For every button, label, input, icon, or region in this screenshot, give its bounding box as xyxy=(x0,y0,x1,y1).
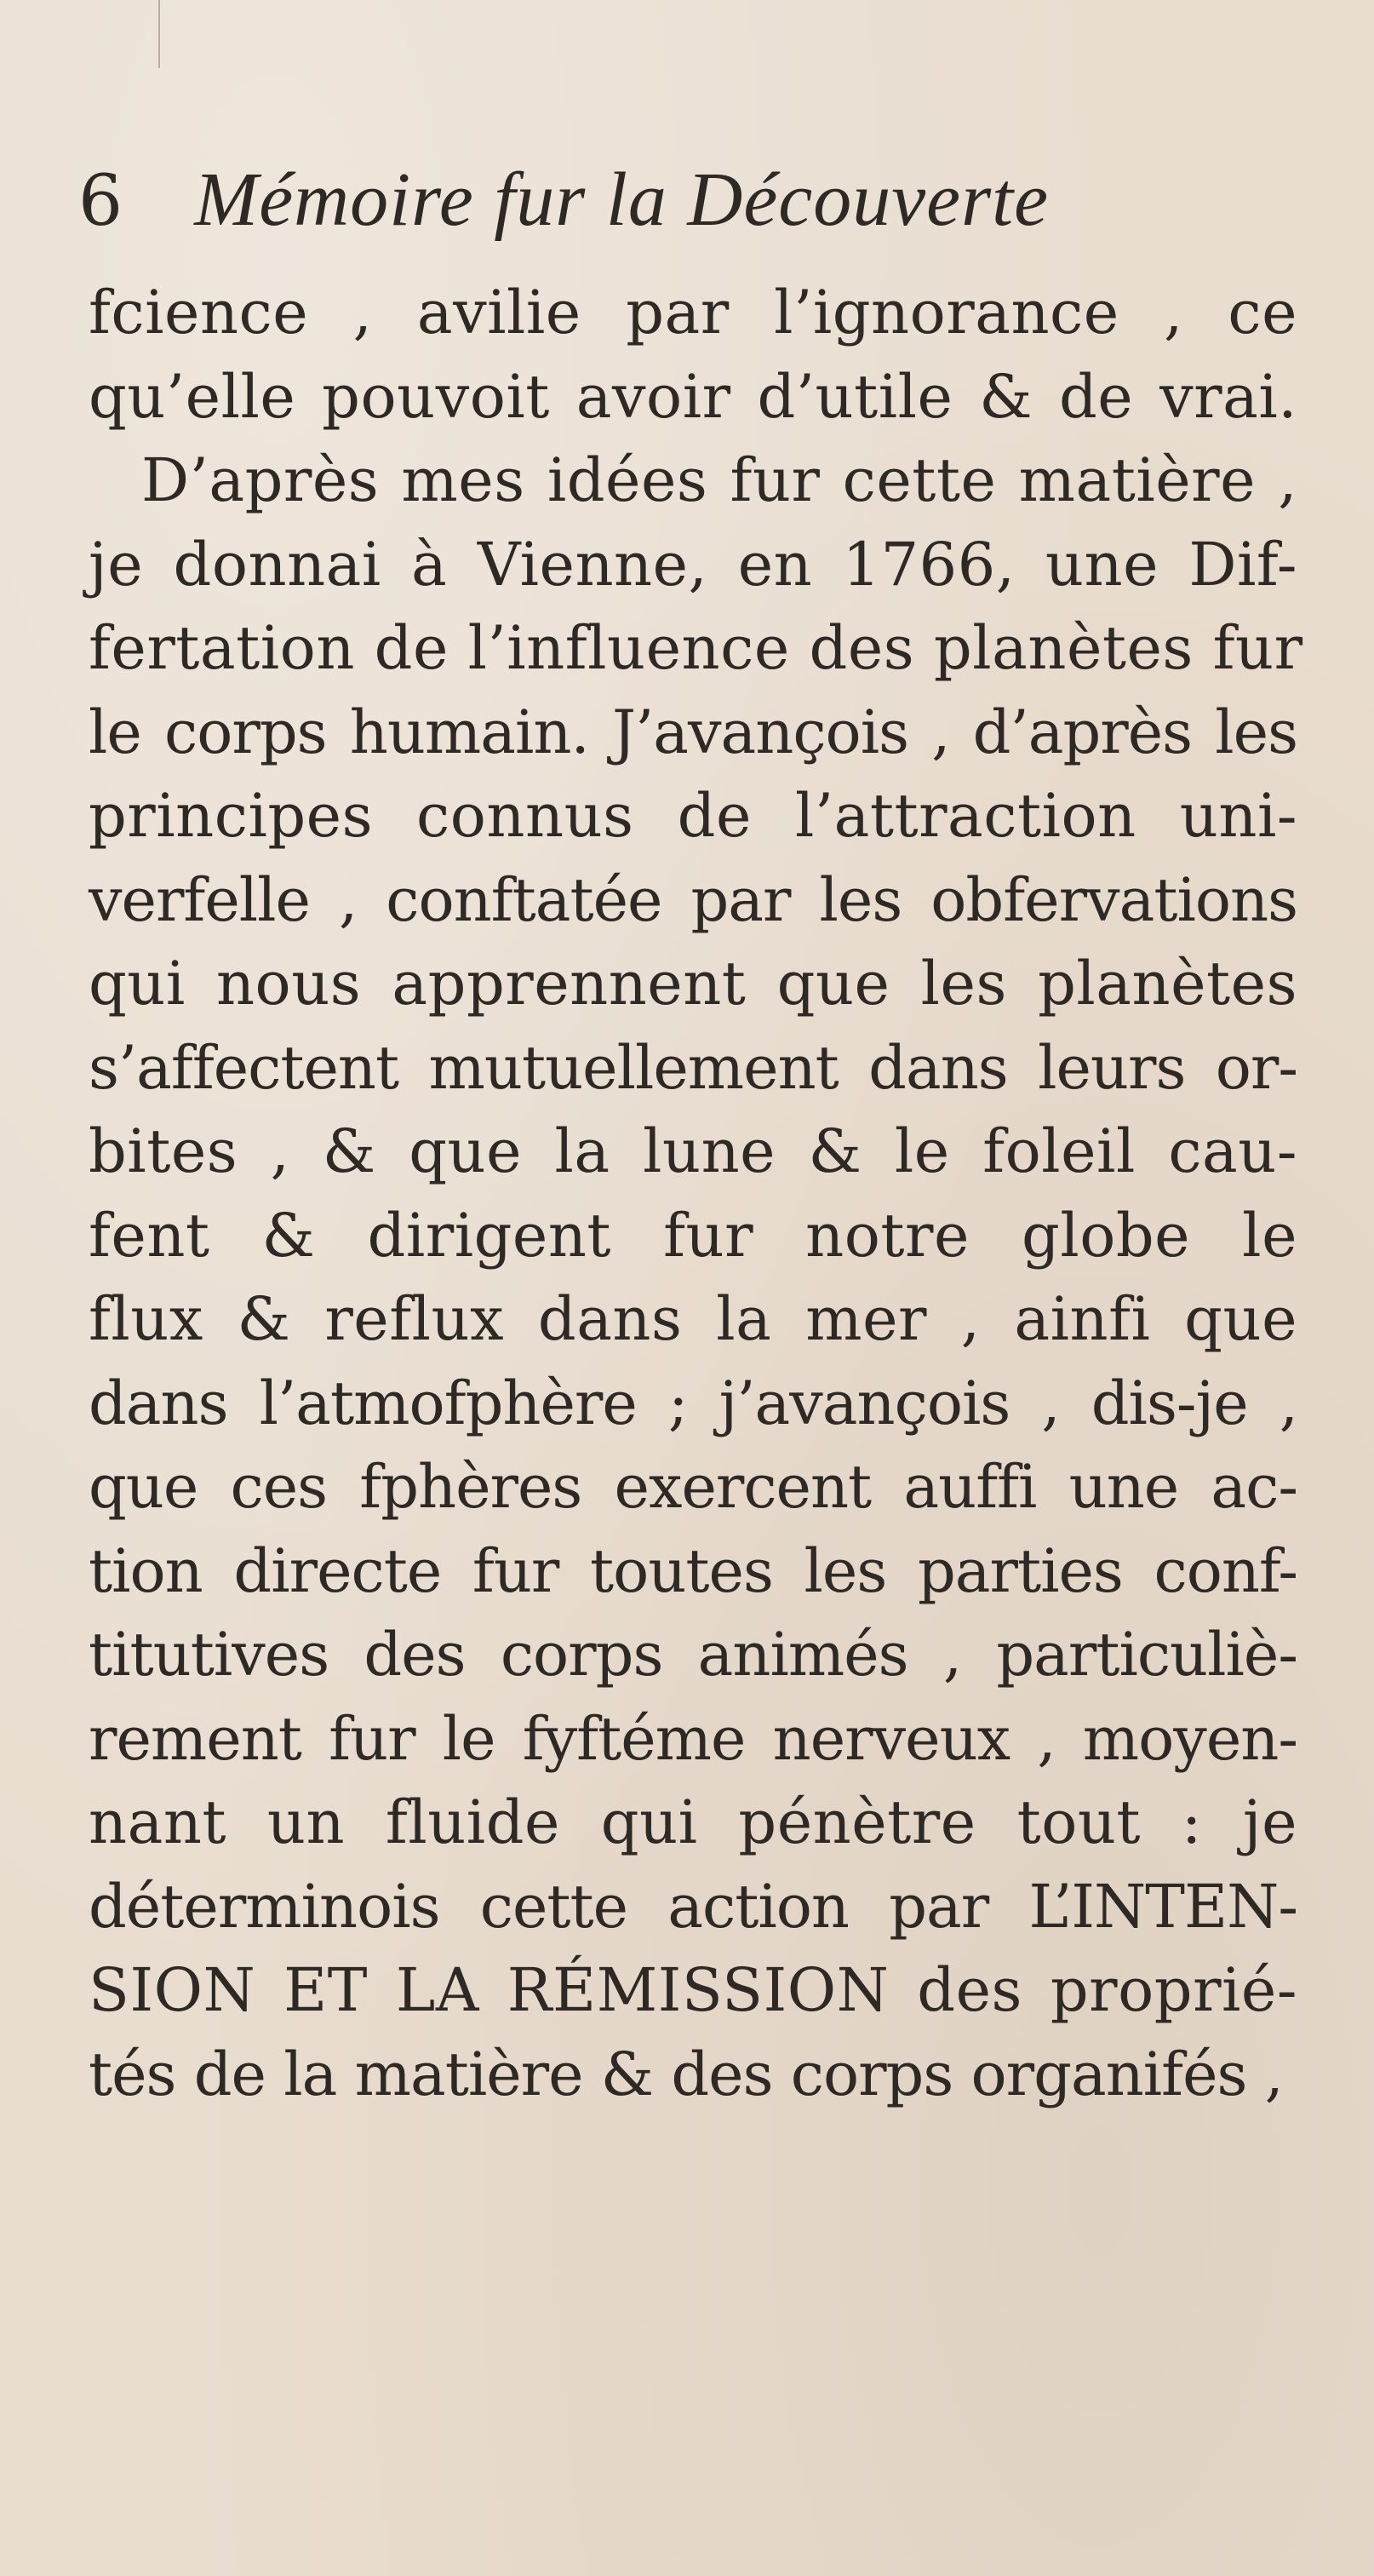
body-text xyxy=(89,271,1303,2116)
text-line: s’affectent mutuellement dans leurs or- xyxy=(89,1032,1297,1103)
text-line: tion directe fur toutes les parties conf- xyxy=(89,1535,1297,1606)
text-line: rement fur le fyftéme nerveux , moyen- xyxy=(89,1703,1297,1774)
text-line: qu’elle pouvoit avoir d’utile & de vrai. xyxy=(89,361,1297,432)
running-header xyxy=(78,158,1050,242)
text-line: principes connus de l’attraction uni- xyxy=(89,781,1297,851)
margin-mark xyxy=(158,0,160,68)
page-number: 6 xyxy=(78,161,123,242)
text-line: titutives des corps animés , particuliè- xyxy=(89,1620,1297,1690)
text-line: fent & dirigent fur notre globe le xyxy=(89,1200,1297,1271)
text-line: SION ET LA RÉMISSION des proprié- xyxy=(89,1955,1297,2025)
text-line: nant un fluide qui pénètre tout : je xyxy=(89,1787,1297,1857)
text-line: le corps humain. J’avançois , d’après les xyxy=(89,697,1297,767)
text-line: verfelle , conftatée par les obfervations xyxy=(89,864,1297,935)
running-title: Mémoire fur la Découverte xyxy=(194,158,1050,242)
text-line: que ces fphères exercent auffi une ac- xyxy=(89,1452,1297,1522)
text-line: je donnai à Vienne, en 1766, une Dif- xyxy=(89,529,1297,600)
text-line: tés de la matière & des corps organifés , xyxy=(89,2039,1283,2109)
text-line: dans l’atmofphère ; j’avançois , dis-je , xyxy=(89,1368,1297,1438)
text-line: D’après mes idées fur cette matière , xyxy=(141,445,1297,515)
text-line: fcience , avilie par l’ignorance , ce xyxy=(89,278,1297,347)
text-line: bites , & que la lune & le foleil cau- xyxy=(89,1116,1297,1186)
text-line: fertation de l’influence des planètes fur xyxy=(89,613,1303,683)
text-line: qui nous apprennent que les planètes xyxy=(89,949,1297,1018)
text-line: flux & reflux dans la mer , ainfi que xyxy=(89,1284,1297,1354)
text-line: déterminois cette action par L’INTEN- xyxy=(89,1871,1297,1942)
